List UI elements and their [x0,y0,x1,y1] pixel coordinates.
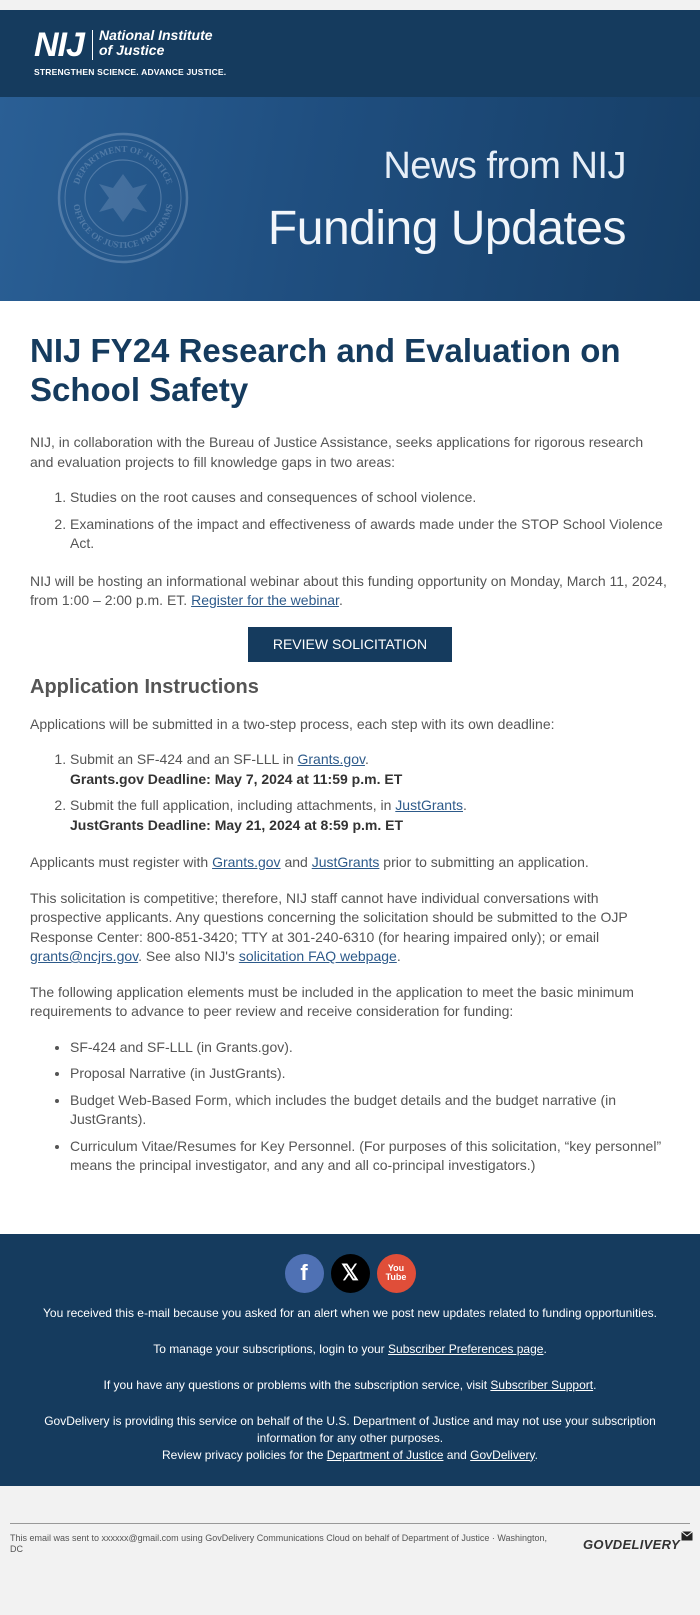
privacy-mid-text: and [443,1447,471,1462]
cta-wrapper [30,627,670,662]
support-text: If you have any questions or problems with the subscription service, visit Subscriber Support. [103,1377,597,1392]
seal-bottom-text: OFFICE OF JUSTICE PROGRAMS [71,203,175,251]
justgrants-register-link[interactable]: JustGrants [311,854,380,870]
manage-subscriptions-text: To manage your subscriptions, login to your Subscriber Preferences page. [153,1341,547,1356]
alert-notice: You received this e-mail because you asked for an alert when we post new updates related to funding opportunities. [43,1305,657,1320]
logo-name-line1: National Institute [99,27,213,43]
sent-to-notice: This email was sent to xxxxxx@gmail.com using GovDelivery Communications Cloud on behalf of Department of Justice · Washington, DC [10,1532,548,1554]
doj-seal-icon [57,132,189,264]
bottom-strip [0,1486,700,1582]
grants-gov-link[interactable]: Grants.gov [297,751,365,767]
subscriber-preferences-link[interactable]: Subscriber Preferences page [388,1341,544,1356]
logo-divider [92,30,93,60]
justgrants-link[interactable]: JustGrants [395,797,463,813]
privacy-pre-text: Review privacy policies for the [162,1447,327,1462]
email-container [0,10,700,1582]
list-item: • Curriculum Vitae/Resumes for Key Personnel. (For purposes of this solicitation, “key personnel” means the principal investigator, and any and all co-principal investigators.) [70,1137,670,1176]
step2-text: Submit the full application, including attachments, in [70,797,396,813]
list-item: • Budget Web-Based Form, which includes the budget details and the budget narrative (in JustGrants). [70,1091,670,1130]
review-solicitation-button[interactable]: REVIEW SOLICITATION [248,627,452,662]
funding-updates-banner [0,97,700,301]
grants-gov-deadline: Grants.gov Deadline: May 7, 2024 at 11:59 p.m. ET [70,770,403,787]
register-pre-text: Applicants must register with [30,854,213,870]
article-headline: NIJ FY24 Research and Evaluation on School Safety [30,332,621,408]
subscription-footer [0,1234,700,1486]
govdelivery-privacy-link[interactable]: GovDelivery [470,1447,535,1462]
instructions-intro: Applications will be submitted in a two-step process, each step with its own deadline: [30,715,555,732]
instructions-heading: Application Instructions [30,675,259,698]
competitive-paragraph: This solicitation is competitive; therefore, NIJ staff cannot have individual conversations with prospective applicants. Any questions concerning the solicitation should be submitted to the OJP Response Center: 800-851-3420; TTY at 301-240-6310 (for hearing impaired only); or email grants@ncjrs.gov. See also NIJ's solicitation FAQ webpage. [30,889,628,964]
research-areas-list [30,488,670,554]
facebook-icon[interactable]: f [285,1254,324,1293]
youtube-icon[interactable]: You Tube [377,1254,416,1293]
bottom-divider [10,1523,690,1524]
list-item: 1. Submit an SF-424 and an SF-LLL in Grants.gov. Grants.gov Deadline: May 7, 2024 at 11:59 p.m. ET [70,750,670,789]
register-post-text: prior to submitting an application. [379,854,589,870]
social-links [30,1254,670,1293]
intro-paragraph: NIJ, in collaboration with the Bureau of Justice Assistance, seeks applications for rigorous research and evaluation projects to fill knowledge gaps in two areas: [30,434,644,470]
list-item: 2. Submit the full application, including attachments, in JustGrants. JustGrants Deadline: May 21, 2024 at 8:59 p.m. ET [70,796,670,835]
register-webinar-link[interactable]: Register for the webinar [191,592,339,608]
logo-name-line2: of Justice [99,42,165,58]
govdelivery-notice: GovDelivery is providing this service on behalf of the U.S. Department of Justice and may not use your subscription information for any other purposes. Review privacy policies for the Department of Justice and GovDelivery. [44,1413,656,1462]
nij-logo-name[interactable] [99,28,213,58]
list-item: 1. Studies on the root causes and consequences of school violence. [70,488,670,508]
logo-bar [0,10,700,97]
justgrants-deadline: JustGrants Deadline: May 21, 2024 at 8:59 p.m. ET [70,816,404,833]
banner-subtitle: News from NIJ [383,145,626,187]
manage-pre-text: To manage your subscriptions, login to your [153,1341,389,1356]
webinar-paragraph: NIJ will be hosting an informational webinar about this funding opportunity on Monday, March 11, 2024, from 1:00 – 2:00 p.m. ET. Register for the webinar. [30,572,667,608]
application-steps-list [30,750,670,835]
subscriber-support-link[interactable]: Subscriber Support [490,1377,594,1392]
webinar-text: NIJ will be hosting an informational webinar about this funding opportunity on Monday, March 11, 2024, from 1:00 – 2:00 p.m. ET. [30,572,667,608]
doj-privacy-link[interactable]: Department of Justice [326,1447,444,1462]
email-grants-link[interactable]: grants@ncjrs.gov [30,948,139,964]
logo-tagline: STRENGTHEN SCIENCE. ADVANCE JUSTICE. [34,67,227,77]
envelope-icon [681,1531,693,1541]
application-elements-list [30,1038,670,1176]
govdelivery-logo[interactable] [583,1537,680,1552]
support-pre-text: If you have any questions or problems with the subscription service, visit [103,1377,491,1392]
register-mid-text: and [280,854,312,870]
register-paragraph [30,853,670,873]
faq-pre-text: . See also NIJ's [138,948,239,964]
govdelivery-text: GovDelivery is providing this service on behalf of the U.S. Department of Justice and may not use your subscription information for any other purposes. [44,1413,656,1445]
banner-title: Funding Updates [267,202,626,255]
list-item: 2. Examinations of the impact and effectiveness of awards made under the STOP School Violence Act. [70,515,670,554]
nij-logo-mark[interactable]: NIJ [34,26,84,64]
step1-text: Submit an SF-424 and an SF-LLL in [70,751,298,767]
list-item: • SF-424 and SF-LLL (in Grants.gov). [70,1038,670,1058]
article-body [0,301,700,1234]
competitive-text: This solicitation is competitive; therefore, NIJ staff cannot have individual conversations with prospective applicants. Any questions concerning the solicitation should be submitted to the OJP Response Center: 800-851-3420; TTY at 301-240-6310 (for hearing impaired only); or email [30,889,628,945]
grants-gov-register-link[interactable]: Grants.gov [212,854,281,870]
seal-top-text: DEPARTMENT OF JUSTICE [71,143,175,186]
govdelivery-logo-text: GOVDELIVERY [583,1536,680,1552]
faq-webpage-link[interactable]: solicitation FAQ webpage [238,948,397,964]
list-item: • Proposal Narrative (in JustGrants). [70,1064,670,1084]
x-icon[interactable]: 𝕏 [331,1254,370,1293]
elements-intro: The following application elements must be included in the application to meet the basic minimum requirements to advance to peer review and receive consideration for funding: [30,983,634,1019]
